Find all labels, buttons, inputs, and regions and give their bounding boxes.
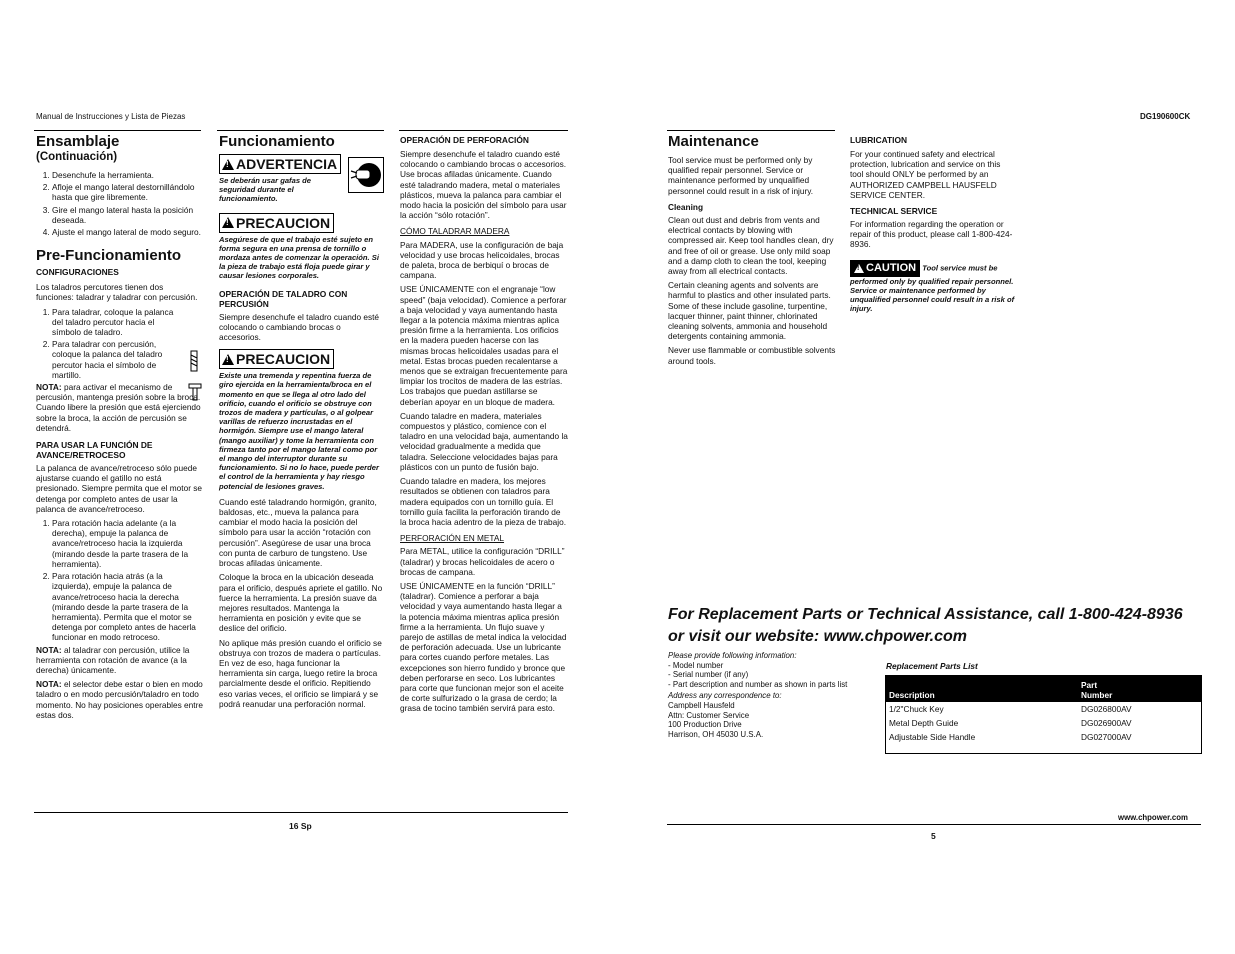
part-number: DG026900AV xyxy=(1081,718,1132,728)
part-header-line: Part xyxy=(1081,680,1098,690)
paragraph: Cuando esté taladrando hormigón, granito, baldosas, etc., mueva la palanca para cambiar el modo hacia la posición del símbolo para usar la acción “rotación con percusión”. Asegúrese de usar una broca con punta de carburo de tungsteno. Use brocas afiladas únicamente. xyxy=(219,496,377,569)
contact-info xyxy=(668,651,878,739)
goggles-warning-text: Se deberán usar gafas de seguridad durante el funcionamiento. xyxy=(219,176,312,204)
info-item: - Model number xyxy=(668,660,724,670)
paragraph: Cuando taladre en madera, materiales compuestos y plástico, comience con el taladro en una velocidad baja, aumentando la velocidad gradualmente a medida que taladra. Seleccione velocidades bajas para plásticos con un punto de fusión bajo. xyxy=(400,410,568,472)
caution-text: PRECAUCION xyxy=(236,214,331,231)
list-item: 4. Ajuste el mango lateral de modo seguro. xyxy=(52,227,203,237)
list-item: 1. Para taladrar, coloque la palanca del taladro percutor hacia el símbolo de taladro. xyxy=(52,307,182,338)
hammer-drill-text: Siempre desenchufe el taladro cuando esté colocando o cambiando brocas o accesorios. xyxy=(219,311,380,343)
paragraph: Para METAL, utilice la configuración “DRILL” (taladrar) y brocas helicoidales de acero o brocas de campana. xyxy=(400,546,565,577)
paragraph: For your continued safety and electrical protection, lubrication and service on this tool should ONLY be performed by an AUTHORIZED CAMPBELL HAUSFELD SERVICE CENTER. xyxy=(850,149,1001,200)
part-description: Adjustable Side Handle xyxy=(889,732,976,742)
parts-table xyxy=(886,676,1201,753)
hammer-drill-heading: OPERACIÓN DE TALADRO CON PERCUSIÓN xyxy=(219,288,348,309)
pre-operation-title: Pre-Funcionamiento xyxy=(36,247,182,265)
assembly-steps xyxy=(36,170,203,237)
warning-triangle-icon xyxy=(222,217,234,228)
page-number-left: 16 Sp xyxy=(289,821,312,831)
rule-col3 xyxy=(399,130,568,131)
caution-text: PRECAUCION xyxy=(236,351,331,368)
config-steps xyxy=(36,307,182,380)
warning-label xyxy=(219,154,341,174)
paragraph: No aplique más presión cuando el orificio se obstruya con trozos de madera o partículas. En vez de eso, haga funcionar la herramienta sin carga, luego retire la broca parcialmente desde el orificio. Repitiendo eso varias veces, el orificio se limpiará y se podrá reanudar una perforación normal. xyxy=(219,637,382,709)
technical-service-heading: TECHNICAL SERVICE xyxy=(850,206,938,217)
paragraph: Coloque la broca en la ubicación deseada para el orificio, después apriete el gatillo. No fuerce la herramienta. La presión suave da mejores resultados. Mantenga la herramienta en posición y evite que se deslice del orificio. xyxy=(219,572,383,634)
drill-symbol-icon xyxy=(189,350,199,377)
parts-table-wrapper xyxy=(885,675,1202,754)
list-item: 2. Para taladrar con percusión, coloque la palanca del taladro percutor hacia el símbolo de martillo. xyxy=(52,339,182,380)
caution-label xyxy=(219,213,334,233)
part-number: DG027000AV xyxy=(1081,732,1132,742)
paragraph: Tool service must be performed only by qualified repair personnel. Service or maintenance performed by unqualified personnel could result in a risk of injury. xyxy=(668,155,814,196)
table-row xyxy=(886,730,1201,753)
col3-drilling xyxy=(400,135,568,718)
note-text: el selector debe estar o bien en modo taladro o en modo percusión/taladro en todo momento. No hay posiciones operables entre estas dos. xyxy=(36,679,203,720)
caution-label xyxy=(219,349,334,369)
banner-line-1: For Replacement Parts or Technical Assistance, call 1-800-424-8936 xyxy=(668,606,1183,623)
warning-triangle-icon xyxy=(222,354,234,365)
list-item: 2. Afloje el mango lateral destornillándolo hasta que gire libremente. xyxy=(52,182,203,202)
list-item: 2. Para rotación hacia atrás (a la izquierda), empuje la palanca de avance/retroceso hacia la derecha (mirando desde la parte trasera de la herramienta). Permita que el motor se detenga por completo antes de hacerla funcionar en modo retroceso. xyxy=(52,571,203,642)
drilling-heading: OPERACIÓN DE PERFORACIÓN xyxy=(400,135,529,145)
configurations-heading: CONFIGURACIONES xyxy=(36,267,119,278)
col2-operation xyxy=(219,133,385,713)
paragraph: For information regarding the operation or repair of this product, please call 1-800-424-8936. xyxy=(850,219,1013,250)
address-line: Harrison, OH 45030 U.S.A. xyxy=(668,729,764,739)
caution-label xyxy=(850,260,920,277)
address-intro: Address any correspondence to: xyxy=(668,691,782,701)
safety-goggles-icon xyxy=(348,157,384,198)
paragraph: Cuando taladre en madera, los mejores resultados se obtienen con taladros para madera equipados con un tornillo guía. El tornillo guía facilita la perforación tirando de la broca hacia adentro de la pieza de trabajo. xyxy=(400,476,567,527)
forward-reverse-heading: PARA USAR LA FUNCIÓN DE AVANCE/RETROCESO xyxy=(36,440,153,461)
note-text: al taladrar con percusión, utilice la herramienta con rotación de avance (a la derecha) únicamente. xyxy=(36,644,190,675)
service-section xyxy=(850,135,1015,313)
info-item: - Serial number (if any) xyxy=(668,670,749,680)
metal-heading: PERFORACIÓN EN METAL xyxy=(400,533,505,544)
maintenance-section xyxy=(668,133,838,370)
table-header-row xyxy=(886,676,1201,702)
address-line: Campbell Hausfeld xyxy=(668,700,735,710)
caution-block xyxy=(850,260,1015,314)
paragraph: Siempre desenchufe el taladro cuando esté colocando o cambiando brocas o accesorios. Use brocas afiladas únicamente. Cuando esté taladrando madera, metal o materiales plásticos, mueva la palanca para cambiar el modo hacia la posición del símbolo para usar la acción “sólo rotación”. xyxy=(400,149,567,221)
lubrication-heading: LUBRICATION xyxy=(850,135,908,145)
banner-line-2: or visit our website: www.chpower.com xyxy=(668,628,968,645)
forward-reverse-steps xyxy=(36,518,203,642)
note-label: NOTA: xyxy=(36,382,62,393)
replacement-banner xyxy=(668,604,1183,648)
part-number: DG026800AV xyxy=(1081,704,1132,714)
table-row xyxy=(886,702,1201,716)
paragraph: USE ÚNICAMENTE en la función “DRILL” (taladrar). Comience a perforar a baja velocidad y vaya aumentando hasta llegar a la potencia máxima mientras aplica presión firme a la herramienta. Un flujo suave y parejo de astillas de metal indica la velocidad de perforación adecuada. Use un lubricante para cortes cuando perfore metales. Las excepciones son hierro fundido y bronce que deben perforarse en seco. Los lubricantes para corte que funcionan mejor son el aceite de corte sulfurizado o la grasa de cerdo; la grasa de tocino también servirá para esto. xyxy=(400,580,567,714)
assembly-title: Ensamblaje xyxy=(36,133,120,150)
wood-heading: CÓMO TALADRAR MADERA xyxy=(400,226,510,237)
paragraph: Certain cleaning agents and solvents are harmful to plastics and other insulated parts. Some of these include gasoline, turpentine, lacquer thinner, paint thinner, chlorinated cleaning solvents, ammonia and household detergents containing ammonia. xyxy=(668,280,831,342)
forward-reverse-intro: La palanca de avance/retroceso sólo puede ajustarse cuando el gatillo no está presionado. Siempre permita que el motor se detenga por completo antes de usar la palanca de avance/retroceso. xyxy=(36,463,203,514)
rule-col2 xyxy=(217,130,384,131)
part-description: 1/2"Chuck Key xyxy=(889,704,944,714)
col1-assembly xyxy=(36,133,203,724)
part-description: Metal Depth Guide xyxy=(889,718,959,728)
parts-list-title: Replacement Parts List xyxy=(886,661,978,671)
header-model-number: DG190600CK xyxy=(1140,112,1191,121)
list-item: 1. Desenchufe la herramienta. xyxy=(52,170,203,180)
vise-caution-text: Asegúrese de que el trabajo esté sujeto en forma segura en una prensa de tornillo o mordaza antes de comenzar la operación. Si la pieza de trabajo está floja puede girar y causar lesiones corporales. xyxy=(219,234,379,281)
warning-triangle-icon xyxy=(854,264,864,273)
number-header-line: Number xyxy=(1081,690,1113,700)
list-item: 1. Para rotación hacia adelante (a la derecha), empuje la palanca de avance/retroceso hacia la izquierda (mirando desde la parte trasera de la herramienta). xyxy=(52,518,203,569)
part-number-header xyxy=(1078,676,1201,702)
info-intro: Please provide following information: xyxy=(668,651,797,660)
operation-title: Funcionamiento xyxy=(219,133,335,150)
warning-text: ADVERTENCIA xyxy=(236,156,338,172)
list-item: 3. Gire el mango lateral hasta la posición deseada. xyxy=(52,205,203,225)
note-label: NOTA: xyxy=(36,644,62,655)
hammer-symbol-icon xyxy=(188,383,202,406)
info-item: - Part description and number as shown in parts list xyxy=(668,679,848,689)
note-text: para activar el mecanismo de percusión, mantenga presión sobre la broca. Cuando libere la presión que está ejerciendo sobre la broca, la acción de percusión se detendrá. xyxy=(36,382,201,433)
caution-note-text: Tool service must be performed only by qualified repair personnel. Service or maintenance performed by unqualified personnel could result in a risk of injury. xyxy=(850,263,1015,314)
footer-rule-right xyxy=(667,824,1201,825)
paragraph: Clean out dust and debris from vents and electrical contacts by blowing with compressed air. Keep tool handles clean, dry and free of oil or grease. Use only mild soap and a damp cloth to clean the tool, keeping away from all electrical contacts. xyxy=(668,215,834,277)
address-line: Attn: Customer Service xyxy=(668,710,750,720)
description-header: Description xyxy=(886,676,1078,702)
paragraph: Para MADERA, use la configuración de baja velocidad y use brocas helicoidales, brocas de paleta, broca de berbiquí o brocas de campana. xyxy=(400,239,564,281)
table-row xyxy=(886,716,1201,730)
footer-rule-left xyxy=(34,812,568,813)
note-label: NOTA: xyxy=(36,679,62,690)
caution-text: CAUTION xyxy=(866,261,917,274)
maintenance-title: Maintenance xyxy=(668,133,759,150)
footer-website[interactable]: www.chpower.com xyxy=(1118,813,1188,822)
header-manual-title: Manual de Instrucciones y Lista de Piezas xyxy=(36,112,186,121)
address-line: 100 Production Drive xyxy=(668,720,742,730)
page-number-right: 5 xyxy=(931,831,936,841)
warning-triangle-icon xyxy=(222,159,234,170)
paragraph: USE ÚNICAMENTE con el engranaje “low speed” (baja velocidad). Comience a perforar a baja velocidad y vaya aumentando hasta llegar a la potencia máxima mientras aplica presión firme a la herramienta. Los orificios en la madera pueden hacerse con las mismas brocas helicoidales usadas para el metal. Estas brocas pueden recalentarse a menos que se extraigan frecuentemente para limpiar los trocitos de madera de las estrías. Los trabajos que puedan astillarse se deberían apoyar en un bloque de madera. xyxy=(400,284,568,407)
torque-caution-text: Existe una tremenda y repentina fuerza de giro ejercida en la herramienta/broca en el momento en que se llega al otro lado del orificio, cuando el orificio se obstruye con trozos de madera y partículas, o al golpear varillas de refuerzo incrustadas en el hormigón. Siempre use el mango lateral (mango auxiliar) y tome la herramienta con firmeza tanto por el mango lateral como por el mango del interruptor durante su funcionamiento. Si no lo hace, puede perder el control de la herramienta y hay riesgo potencial de lesiones graves. xyxy=(219,371,379,491)
rule-col4 xyxy=(667,130,835,131)
assembly-subtitle: (Continuación) xyxy=(36,151,118,163)
rule-col1 xyxy=(34,130,201,131)
paragraph: Never use flammable or combustible solvents around tools. xyxy=(668,345,836,366)
cleaning-heading: Cleaning xyxy=(668,201,704,212)
config-intro: Los taladros percutores tienen dos funciones: taladrar y taladrar con percusión. xyxy=(36,282,198,303)
